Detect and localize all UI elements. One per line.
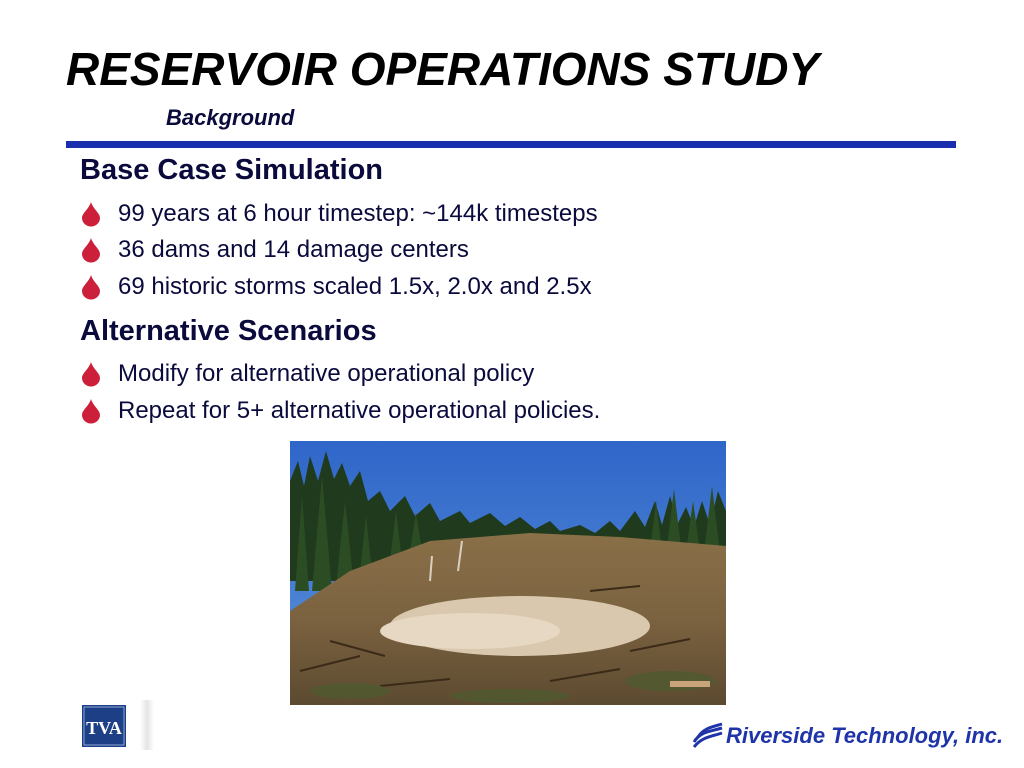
section-heading-alternative: Alternative Scenarios xyxy=(80,315,377,347)
clearcut-forest-photo xyxy=(290,441,726,705)
drop-bullet-icon xyxy=(80,201,102,227)
list-item xyxy=(80,199,598,229)
drop-bullet-icon xyxy=(80,274,102,300)
list-item xyxy=(80,396,600,426)
list-item xyxy=(80,359,534,389)
bullet-text: 69 historic storms scaled 1.5x, 2.0x and 2.5x xyxy=(118,273,592,300)
bullet-text: Repeat for 5+ alternative operational policies. xyxy=(118,397,601,424)
logo-divider xyxy=(140,700,154,750)
bullet-text: 99 years at 6 hour timestep: ~144k timesteps xyxy=(118,200,598,227)
title-divider xyxy=(66,141,956,148)
slide-title: RESERVOIR OPERATIONS STUDY xyxy=(66,43,820,95)
list-item xyxy=(80,272,592,302)
riverside-logo xyxy=(692,722,1003,750)
wave-logo-icon xyxy=(692,722,724,750)
bullet-text: 36 dams and 14 damage centers xyxy=(118,236,469,263)
drop-bullet-icon xyxy=(80,398,102,424)
drop-bullet-icon xyxy=(80,361,102,387)
tva-logo-text: TVA xyxy=(86,718,122,738)
slide-subtitle: Background xyxy=(166,105,295,130)
list-item xyxy=(80,235,469,265)
section-heading-base-case: Base Case Simulation xyxy=(80,154,383,186)
drop-bullet-icon xyxy=(80,237,102,263)
company-name: Riverside Technology, inc. xyxy=(726,723,1004,748)
bullet-text: Modify for alternative operational policy xyxy=(118,360,535,387)
tva-logo xyxy=(82,705,126,747)
